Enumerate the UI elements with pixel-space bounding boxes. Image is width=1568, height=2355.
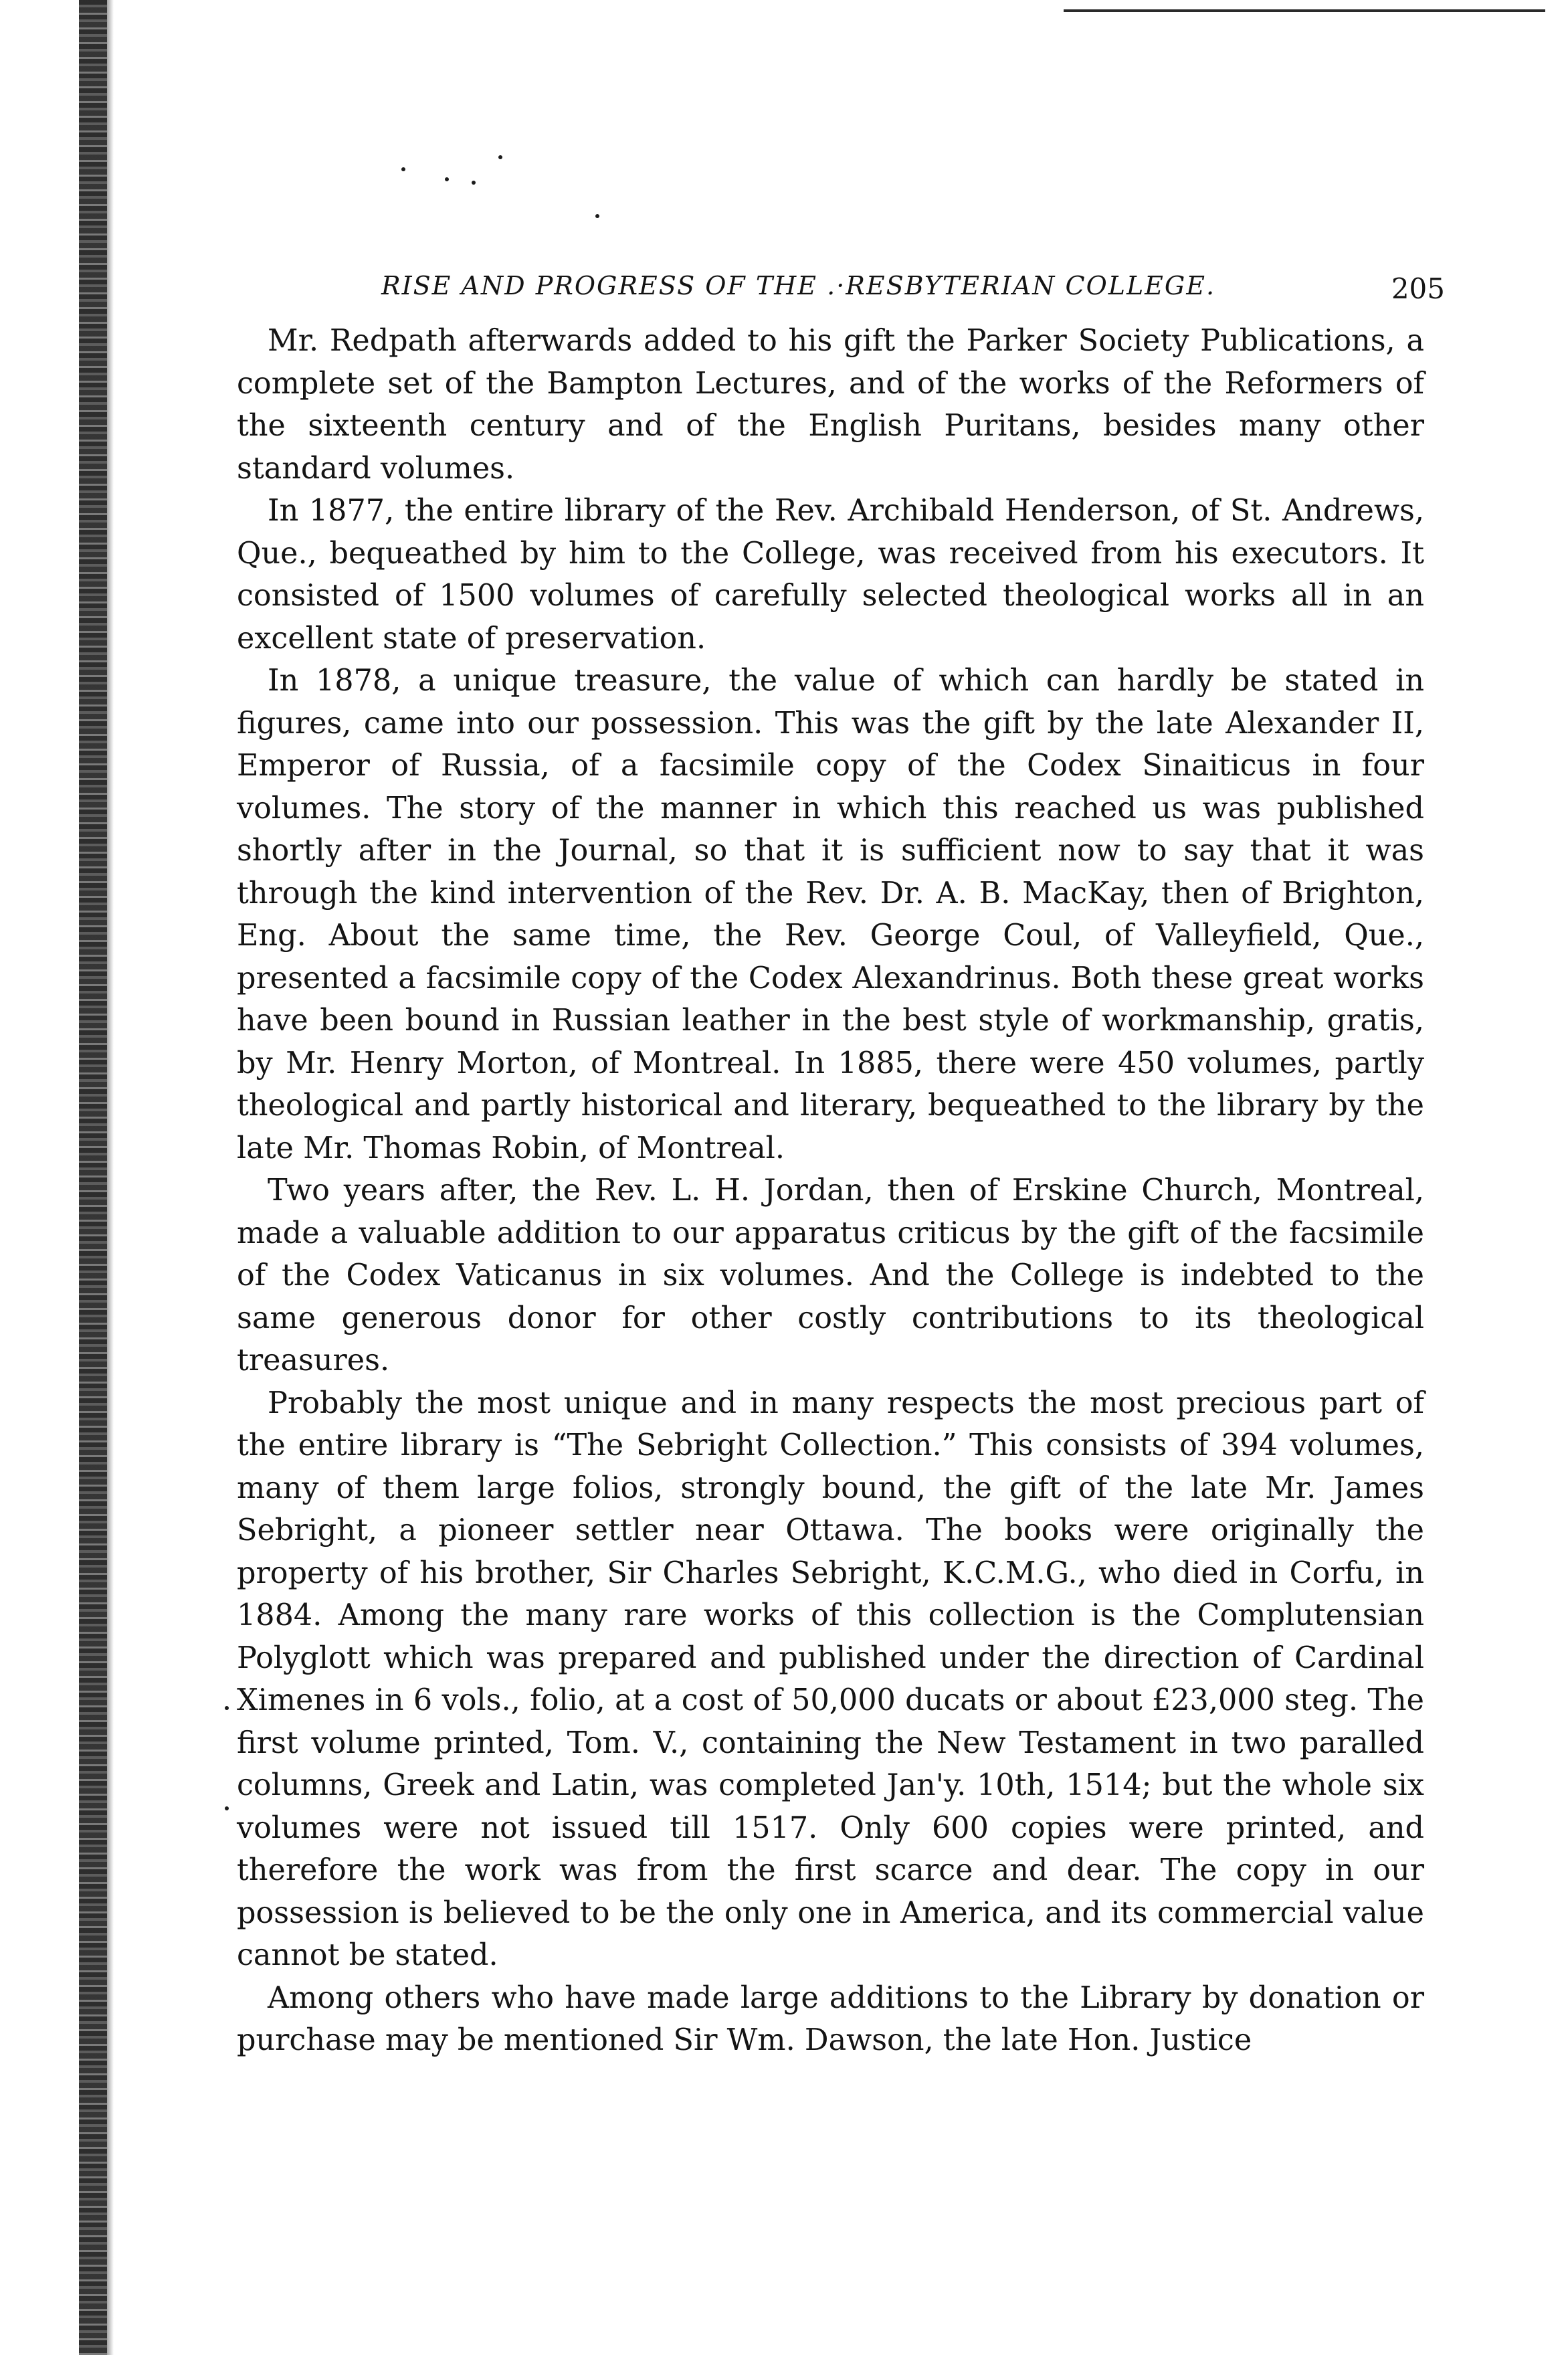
ink-speck — [472, 181, 476, 185]
ink-speck — [445, 177, 449, 181]
page-number: 205 — [1391, 272, 1445, 305]
ink-speck — [401, 167, 405, 171]
top-edge-rule — [1064, 9, 1545, 12]
paragraph: In 1877, the entire library of the Rev. Archibald Henderson, of St. Andrews, Que., bequeathed by him to the College, was received from his executors. It consisted of 1500 volumes of carefully selected theological works all in an excellent state of preservation. — [237, 494, 1424, 656]
page-binding-edge — [79, 0, 107, 2355]
ink-speck — [225, 1806, 229, 1810]
paragraph: In 1878, a unique treasure, the value of which can hardly be stated in figures, came into our possession. This was the gift by the late Alexander II, Emperor of Russia, of a facsimile copy of the Codex Sinaiticus in four volumes. The story of the manner in which this reached us was published shortly after in the Journal, so that it is sufficient now to say that it was through the kind intervention of the Rev. Dr. A. B. MacKay, then of Brighton, Eng. About the same time, the Rev. George Coul, of Valleyfield, Que., presented a facsimile copy of the Codex Alexandrinus. Both these great works have been bound in Russian leather in the best style of workmanship, gratis, by Mr. Henry Morton, of Montreal. In 1885, there were 450 volumes, partly theological and partly historical and literary, bequeathed to the library by the late Mr. Thomas Robin, of Montreal. — [237, 664, 1424, 1165]
ink-speck — [498, 155, 502, 159]
body-text — [237, 320, 1424, 2062]
ink-speck — [225, 1706, 229, 1710]
paragraph: Among others who have made large additions to the Library by donation or purchase may be mentioned Sir Wm. Dawson, the late Hon. Justice — [237, 1980, 1424, 2057]
running-head — [381, 262, 1445, 309]
paragraph: Mr. Redpath afterwards added to his gift the Parker Society Publications, a complete set of the Bampton Lectures, and of the works of the Reformers of the sixteenth century and of the English Puritans, besides many other standard volumes. — [237, 324, 1424, 486]
paragraph: Probably the most unique and in many respects the most precious part of the entire library is “The Sebright Collection.” This consists of 394 volumes, many of them large folios, strongly bound, the gift of the late Mr. James Sebright, a pioneer settler near Ottawa. The books were originally the property of his brother, Sir Charles Sebright, K.C.M.G., who died in Corfu, in 1884. Among the many rare works of this collection is the Complutensian Polyglott which was prepared and published under the direction of Cardinal Ximenes in 6 vols., folio, at a cost of 50,000 ducats or about £23,000 steg. The first volume printed, Tom. V., containing the New Testament in two paralled columns, Greek and Latin, was completed Jan'y. 10th, 1514; but the whole six volumes were not issued till 1517. Only 600 copies were printed, and therefore the work was from the first scarce and dear. The copy in our possession is believed to be the only one in America, and its commercial value cannot be stated. — [237, 1386, 1424, 1972]
paragraph: Two years after, the Rev. L. H. Jordan, then of Erskine Church, Montreal, made a valuable addition to our apparatus criticus by the gift of the facsimile of the Codex Vaticanus in six volumes. And the College is indebted to the same generous donor for other costly contributions to its theological treasures. — [237, 1173, 1424, 1378]
running-head-title: RISE AND PROGRESS OF THE .·RESBYTERIAN COLLEGE. — [381, 271, 1216, 300]
ink-speck — [595, 214, 599, 218]
binding-shadow — [107, 0, 114, 2355]
